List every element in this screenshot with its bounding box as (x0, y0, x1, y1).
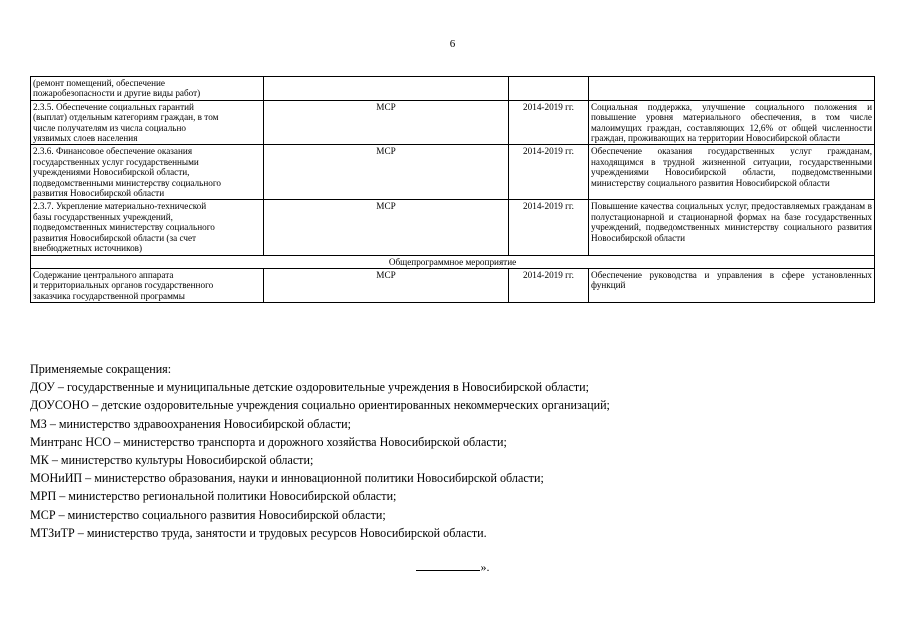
measure-cell (31, 200, 264, 255)
measure-line: и территориальных органов государственного (33, 280, 214, 291)
measures-table (30, 76, 875, 303)
section-title: Общепрограммное мероприятие (31, 255, 875, 268)
measure-line: государственных услуг государственными (33, 156, 199, 167)
result-cell (589, 77, 875, 101)
executor-cell: МСР (264, 100, 509, 145)
abbreviation-item: МТЗиТР – министерство труда, занятости и трудовых ресурсов Новосибирской области. (30, 525, 487, 540)
measure-line: развития Новосибирской области (за счет (33, 232, 197, 243)
measure-line: Содержание центрального аппарата (33, 269, 174, 280)
table-row (31, 77, 875, 101)
page-number: 6 (449, 38, 456, 50)
table-row (31, 200, 875, 255)
table-row (31, 268, 875, 302)
measure-cell (31, 145, 264, 200)
measure-line: подведомственными министерству социального (33, 177, 221, 188)
abbreviations-list (30, 360, 875, 542)
result-cell: Социальная поддержка, улучшение социального положения и повышение уровня материального обеспечения, в том числе малоимущих граждан, составляющих 12,6% от общей численности граждан, проживающих на территории Новосибирской области (589, 100, 875, 145)
underline-blank (416, 560, 480, 571)
abbreviation-item: ДОУ – государственные и муниципальные детские оздоровительные учреждения в Новосибирской области; (30, 380, 589, 395)
abbreviation-item: МРП – министерство региональной политики Новосибирской области; (30, 489, 397, 504)
result-cell: Обеспечение руководства и управления в сфере установленных функций (589, 268, 875, 302)
result-cell: Обеспечение оказания государственных услуг гражданам, находящимся в трудной жизненной ситуации, государственными учреждениями Новосибирской области, подведомственными министерству социального развития Новосибирской области (589, 145, 875, 200)
executor-cell: МСР (264, 268, 509, 302)
measure-line: 2.3.6. Финансовое обеспечение оказания (33, 146, 193, 157)
measure-line: пожаробезопасности и другие виды работ) (33, 88, 201, 99)
measure-cell (31, 268, 264, 302)
executor-cell: МСР (264, 200, 509, 255)
measure-line: (ремонт помещений, обеспечение (33, 78, 165, 88)
measure-line: учреждениями Новосибирской области, (33, 167, 190, 178)
measure-line: заказчика государственной программы (33, 290, 185, 301)
measure-line: (выплат) отдельным категориям граждан, в том (33, 112, 219, 123)
section-row (31, 255, 875, 268)
abbreviation-item: МСР – министерство социального развития Новосибирской области; (30, 507, 386, 522)
measure-line: внебюджетных источников) (33, 243, 143, 254)
period-cell: 2014-2019 гг. (509, 145, 589, 200)
measure-line: базы государственных учреждений, (33, 211, 173, 222)
period-cell: 2014-2019 гг. (509, 100, 589, 145)
executor-cell: МСР (264, 145, 509, 200)
measure-cell (31, 77, 264, 101)
measure-line: 2.3.7. Укрепление материально-технической (33, 201, 207, 212)
period-cell (509, 77, 589, 101)
abbreviation-item: Минтранс НСО – министерство транспорта и дорожного хозяйства Новосибирской области; (30, 434, 507, 449)
closing-line (0, 560, 905, 575)
measure-line: подведомственных министерству социального (33, 222, 215, 233)
abbreviation-item: МОНиИП – министерство образования, науки и инновационной политики Новосибирской области; (30, 471, 544, 486)
abbreviation-item: МК – министерство культуры Новосибирской области; (30, 453, 314, 468)
closing-quote: ». (480, 560, 490, 574)
measure-cell (31, 100, 264, 145)
table-row (31, 145, 875, 200)
abbreviations-heading: Применяемые сокращения: (30, 362, 172, 376)
measure-line: числе получателям из числа социально (33, 122, 186, 133)
abbreviation-item: ДОУСОНО – детские оздоровительные учреждения социально ориентированных некоммерческих организаций; (30, 398, 610, 413)
table-row (31, 100, 875, 145)
period-cell: 2014-2019 гг. (509, 268, 589, 302)
measure-line: 2.3.5. Обеспечение социальных гарантий (33, 101, 194, 112)
measure-line: развития Новосибирской области (33, 188, 165, 199)
abbreviation-item: МЗ – министерство здравоохранения Новосибирской области; (30, 416, 351, 431)
measure-line: уязвимых слоев населения (33, 133, 138, 144)
executor-cell (264, 77, 509, 101)
period-cell: 2014-2019 гг. (509, 200, 589, 255)
result-cell: Повышение качества социальных услуг, предоставляемых гражданам в полустационарной и стационарной формах на базе государственных учреждений, подведомственных министерству социального развития Новосибирской области (589, 200, 875, 255)
